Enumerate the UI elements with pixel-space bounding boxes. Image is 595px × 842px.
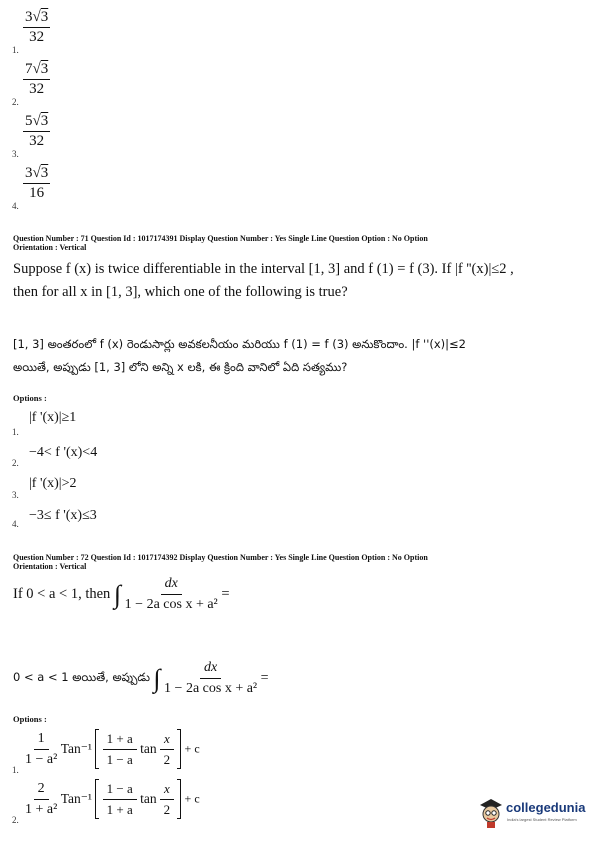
prev-option-2-fraction: $\frac{7√3}{32}$	[25, 61, 49, 97]
q71-option-1-number: 1.	[12, 427, 19, 437]
q71-option-2-number: 2.	[12, 458, 19, 468]
prev-option-4-fraction: $\frac{3√3}{16}$	[25, 165, 49, 201]
q71-english-line2: then for all x in [1, 3], which one of the following is true?	[13, 284, 348, 300]
collegedunia-logo	[478, 796, 590, 830]
q71-option-2[interactable]: −4< f '(x)<4	[29, 445, 98, 460]
prev-option-1-fraction: $\frac{3√3}{32}$	[25, 9, 49, 45]
q72-telugu-prefix: 0 < a < 1 అయితే, అప్పుడు	[13, 670, 150, 684]
q71-meta-line2: Orientation : Vertical	[13, 243, 87, 252]
q71-option-3-number: 3.	[12, 490, 19, 500]
q72-english-integrand: $\frac{dx}{\text{1 − 2a cos x + a²}}$	[124, 576, 218, 612]
logo-tagline: India's largest Student Review Platform	[507, 817, 577, 822]
q72-telugu-question: 0 < a < 1 అయితే, అప్పుడు ∫ $\frac{dx}{\text{1 − 2a cos x + a²}}$ =	[13, 660, 269, 696]
q72-option-1-coef: $\frac{1}{\text{1 − a²}}$	[25, 730, 58, 767]
q71-english-line1: Suppose f (x) is twice differentiable in the interval [1, 3] and f (1) = f (3). If |f ''(x)|≤2 ,	[13, 261, 514, 277]
prev-option-3-fraction: $\frac{5√3}{32}$	[25, 113, 49, 149]
q71-option-4[interactable]: −3≤ f '(x)≤3	[29, 508, 97, 523]
prev-option-1-number: 1.	[12, 45, 19, 55]
q72-meta-line2: Orientation : Vertical	[13, 562, 87, 571]
q72-option-1-inner-fraction: $\frac{1 + a}{1 - a}$	[103, 731, 137, 768]
prev-option-4-number: 4.	[12, 201, 19, 211]
q71-telugu-line1: [1, 3] అంతరంలో f (x) రెండుసార్లు అవకలనీయం మరియు f (1) = f (3) అనుకొందాం. |f ''(x)|≤2	[13, 337, 466, 351]
right-bracket	[177, 779, 181, 819]
prev-option-3-number: 3.	[12, 149, 19, 159]
q72-meta-line1: Question Number : 72 Question Id : 1017174392 Display Question Number : Yes Single Line Question Option : No Option	[13, 553, 428, 562]
integral-sign: ∫	[113, 579, 122, 609]
left-bracket	[95, 779, 99, 819]
q72-english-prefix: If 0 < a < 1, then	[13, 586, 111, 602]
integral-sign: ∫	[153, 663, 161, 693]
q72-option-2[interactable]: $\frac{2}{\text{1 + a²}}$ Tan⁻¹ $\frac{1 - a}{1 + a}$ tan $\frac{x}{2}$ + c	[25, 779, 200, 819]
logo-name: collegedunia	[506, 800, 586, 815]
q71-meta	[13, 234, 428, 252]
right-bracket	[177, 729, 181, 769]
q72-option-2-inner-fraction: $\frac{1 - a}{1 + a}$	[103, 781, 137, 818]
q72-option-1[interactable]: $\frac{1}{\text{1 − a²}}$ Tan⁻¹ $\frac{1 + a}{1 - a}$ tan $\frac{x}{2}$ + c	[25, 729, 200, 769]
q72-option-2-coef: $\frac{2}{\text{1 + a²}}$	[25, 780, 58, 817]
q71-options-label: Options :	[13, 393, 47, 403]
q72-english-question: If 0 < a < 1, then ∫ $\frac{dx}{\text{1 − 2a cos x + a²}}$ =	[13, 576, 230, 612]
q72-option-2-number: 2.	[12, 815, 19, 825]
q71-option-3[interactable]: |f '(x)|>2	[29, 476, 77, 491]
q72-option-2-x-half: $\frac{x}{2}$	[160, 781, 174, 818]
q72-option-1-x-half: $\frac{x}{2}$	[160, 731, 174, 768]
q72-options-label: Options :	[13, 714, 47, 724]
left-bracket	[95, 729, 99, 769]
q71-meta-line1: Question Number : 71 Question Id : 1017174391 Display Question Number : Yes Single Line Question Option : No Option	[13, 234, 428, 243]
prev-option-2-number: 2.	[12, 97, 19, 107]
q72-telugu-integrand: $\frac{dx}{\text{1 − 2a cos x + a²}}$	[164, 660, 258, 696]
q71-option-1[interactable]: |f '(x)|≥1	[29, 410, 77, 425]
q71-option-4-number: 4.	[12, 519, 19, 529]
q72-meta	[13, 553, 428, 571]
q72-option-1-number: 1.	[12, 765, 19, 775]
q71-telugu-line2: అయితే, అప్పుడు [1, 3] లోని అన్ని x లకి, ఈ క్రింది వానిలో ఏది సత్యము?	[13, 360, 348, 374]
graduate-mascot-icon	[478, 796, 504, 828]
